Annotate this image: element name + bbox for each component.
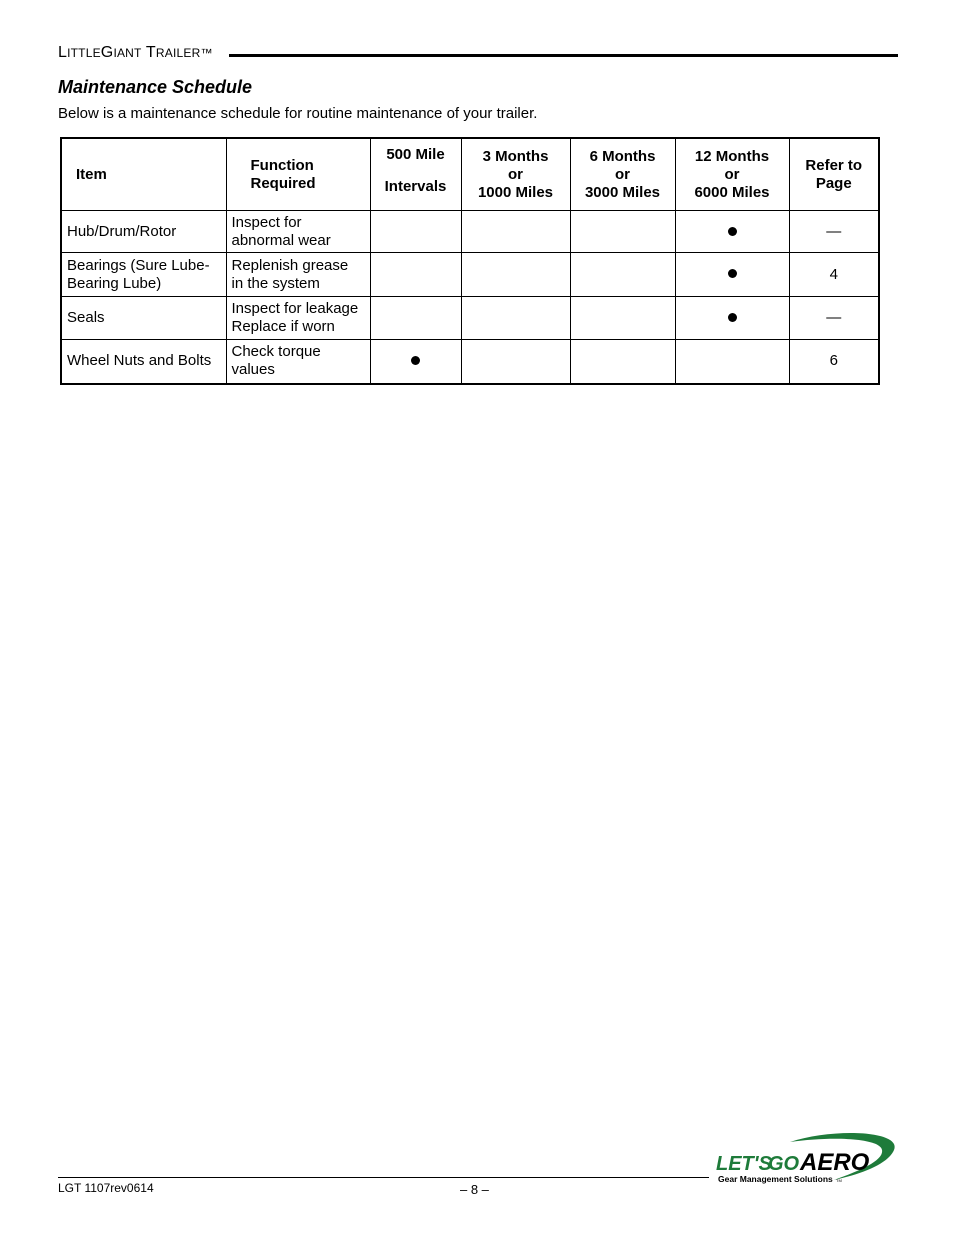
- intro-text: Below is a maintenance schedule for routine maintenance of your trailer.: [58, 105, 538, 122]
- refer-page-value: —: [826, 222, 842, 240]
- header-3-months-line: 3 Months: [482, 147, 549, 165]
- item-cell: Wheel Nuts and Bolts: [61, 340, 226, 384]
- interval-cell: [370, 297, 461, 340]
- header-6-months-line: 6 Months: [589, 147, 656, 165]
- function-cell: [226, 211, 370, 253]
- header-item: [61, 138, 226, 211]
- header-6-months-line: 3000 Miles: [584, 183, 661, 201]
- bullet-icon: [728, 269, 737, 278]
- table-header-row: [61, 138, 879, 211]
- header-6-months: [570, 138, 675, 211]
- table-row: [61, 253, 879, 297]
- page-number: – 8 –: [460, 1182, 489, 1197]
- item-cell: Seals: [61, 297, 226, 340]
- refer-page-cell: 6: [789, 340, 879, 384]
- bullet-icon: [411, 356, 420, 365]
- function-line: abnormal wear: [231, 231, 331, 249]
- interval-cell: [570, 253, 675, 297]
- header-500-mile-line: 500 Mile: [386, 146, 445, 163]
- header-title-part: G: [100, 44, 114, 61]
- interval-cell: [570, 211, 675, 253]
- refer-page-cell: [789, 297, 879, 340]
- refer-page-cell: 4: [789, 253, 879, 297]
- header-title-part: L: [58, 44, 68, 61]
- item-line: Bearings (Sure Lube-: [67, 256, 210, 274]
- header-rule: [229, 54, 898, 57]
- function-cell: [226, 253, 370, 297]
- interval-cell: [370, 211, 461, 253]
- document-id: LGT 1107rev0614: [58, 1181, 154, 1195]
- interval-cell: [370, 253, 461, 297]
- header-function-line: Function: [250, 156, 314, 174]
- header-3-months: [461, 138, 570, 211]
- footer-rule: [58, 1177, 709, 1178]
- letsgoaero-logo: [712, 1130, 902, 1186]
- header-function: [226, 138, 370, 211]
- refer-page-cell: [789, 211, 879, 253]
- item-line: Bearing Lube): [67, 274, 162, 292]
- item-cell: Hub/Drum/Rotor: [61, 211, 226, 253]
- header-3-months-line: 1000 Miles: [477, 183, 554, 201]
- header-title-part: ™: [200, 46, 213, 60]
- header-title-part: T: [141, 44, 156, 61]
- header-item-label: Item: [76, 165, 107, 183]
- function-line: Inspect for leakage: [231, 300, 359, 317]
- header-title-part: IANT: [113, 46, 142, 60]
- bullet-icon: [728, 313, 737, 322]
- header-12-months-line: 6000 Miles: [694, 183, 770, 201]
- function-line: Replace if worn: [231, 318, 335, 335]
- header-title-part: ITTLE: [67, 46, 101, 60]
- interval-cell: [675, 340, 789, 384]
- logo-word-aero: AERO: [800, 1149, 870, 1176]
- function-line: values: [231, 361, 275, 379]
- header-12-months-line: or: [724, 165, 740, 183]
- header-refer-to-page: [789, 138, 879, 211]
- interval-cell: [461, 297, 570, 340]
- function-cell: [226, 297, 370, 340]
- refer-page-value: —: [826, 309, 842, 326]
- logo-tagline: Gear Management Solutions: [718, 1174, 833, 1184]
- header-500-mile-line: Intervals: [384, 178, 447, 195]
- header-6-months-line: or: [615, 165, 630, 183]
- logo-trademark: TM: [836, 1178, 842, 1183]
- interval-cell: [461, 340, 570, 384]
- item-cell: [61, 253, 226, 297]
- header-title-part: RAILER: [155, 46, 201, 60]
- interval-cell-marked: [675, 211, 789, 253]
- header-12-months: [675, 138, 789, 211]
- interval-cell-marked: [675, 253, 789, 297]
- logo-word-lets: LET'S: [716, 1153, 772, 1175]
- function-line: Check torque: [231, 343, 321, 361]
- maintenance-schedule-table: [60, 137, 880, 385]
- section-title: Maintenance Schedule: [58, 77, 253, 97]
- logo-word-go: GO: [768, 1153, 800, 1175]
- table-row: [61, 211, 879, 253]
- interval-cell: [461, 211, 570, 253]
- interval-cell: [570, 297, 675, 340]
- header-3-months-line: or: [508, 165, 523, 183]
- function-line: Inspect for: [231, 213, 302, 231]
- header-function-line: Required: [250, 174, 316, 192]
- interval-cell: [570, 340, 675, 384]
- interval-cell: [461, 253, 570, 297]
- header-500-mile: [370, 138, 461, 211]
- header-title: [58, 44, 213, 62]
- bullet-icon: [728, 227, 737, 236]
- table-row: [61, 340, 879, 384]
- function-line: Replenish grease: [231, 256, 349, 274]
- function-cell: [226, 340, 370, 384]
- interval-cell-marked: [675, 297, 789, 340]
- function-line: in the system: [231, 274, 320, 292]
- header-12-months-line: 12 Months: [694, 147, 770, 165]
- interval-cell-marked: [370, 340, 461, 384]
- header-refer-line: Page: [815, 174, 852, 192]
- table-row: [61, 297, 879, 340]
- header-refer-line: Refer to: [805, 156, 863, 174]
